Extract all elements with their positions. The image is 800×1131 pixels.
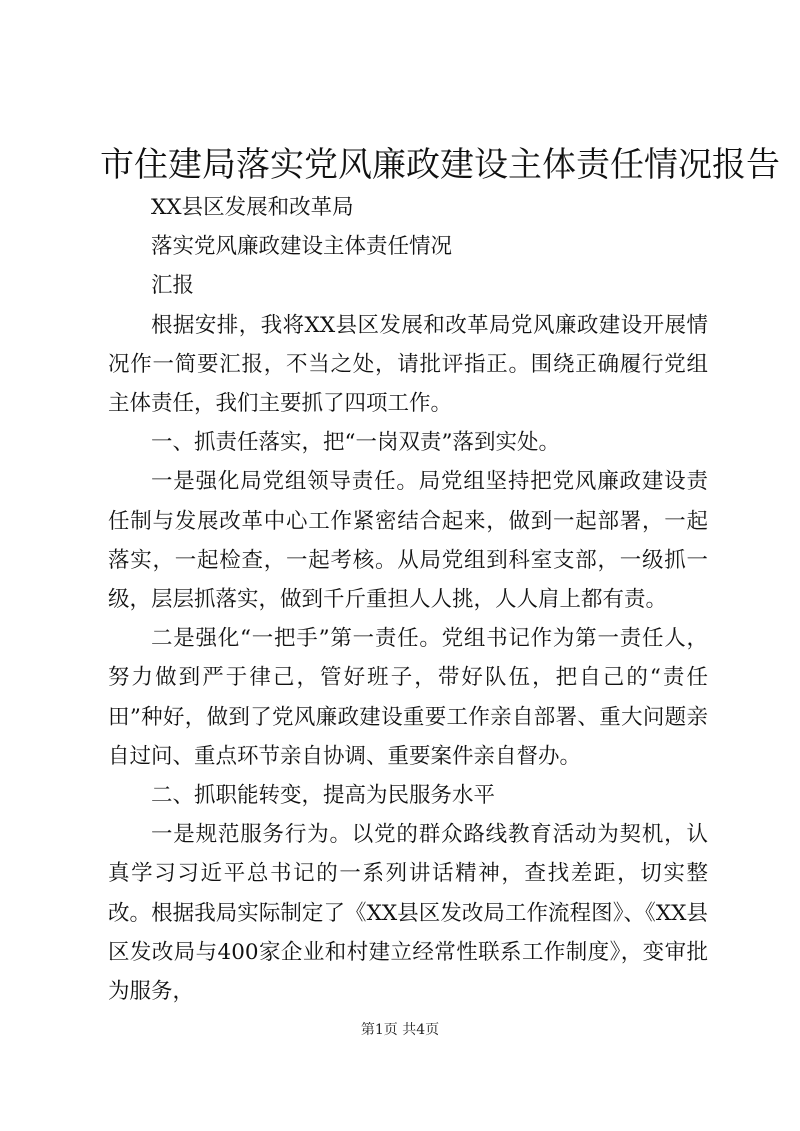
paragraph-report-subject: 落实党风廉政建设主体责任情况 (151, 234, 453, 260)
section-heading-2: 二、抓职能转变，提高为民服务水平 (151, 783, 496, 809)
page-footer (0, 1020, 800, 1040)
paragraph-service-behavior: 一是规范服务行为。以党的群众路线教育活动为契机，认真学习习近平总书记的一系列讲话精神，查找差距，切实整改。根据我局实际制定了《XX县区发改局工作流程图》、《XX县区发改局与400家企业和村建立经常性联系工作制度》，变审批为服务， (108, 822, 708, 1005)
paragraph-report-label: 汇报 (151, 273, 195, 299)
paragraph-leadership-responsibility: 一是强化局党组领导责任。局党组坚持把党风廉政建设责任制与发展改革中心工作紧密结合起来，做到一起部署，一起落实，一起检查，一起考核。从局党组到科室支部，一级抓一级，层层抓落实，做到千斤重担人人挑，人人肩上都有责。 (108, 469, 708, 613)
paragraph-first-responsibility: 二是强化“一把手”第一责任。党组书记作为第一责任人，努力做到严于律己，管好班子，带好队伍，把自己的“责任田”种好，做到了党风廉政建设重要工作亲自部署、重大问题亲自过问、重点环节亲自协调、重要案件亲自督办。 (108, 626, 708, 769)
document-body (108, 188, 708, 1011)
section-heading-1: 一、抓责任落实，把“一岗双责”落到实处。 (151, 430, 560, 456)
page-number: 第1页 共4页 (360, 1022, 440, 1038)
paragraph-intro: 根据安排，我将XX县区发展和改革局党风廉政建设开展情况作一简要汇报，不当之处，请批评指正。围绕正确履行党组主体责任，我们主要抓了四项工作。 (108, 312, 708, 417)
paragraph-org-name: XX县区发展和改革局 (151, 195, 354, 220)
document-title: 市住建局落实党风廉政建设主体责任情况报告 (100, 145, 780, 185)
